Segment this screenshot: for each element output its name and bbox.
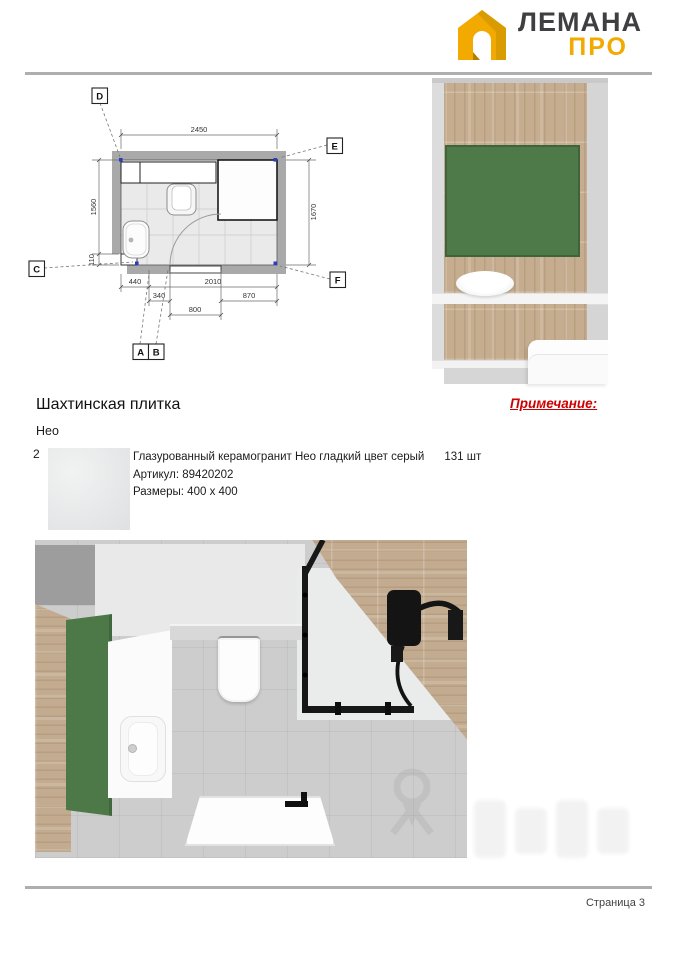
plan-bathtub <box>123 221 149 258</box>
item-size: Размеры: 400 x 400 <box>133 486 238 498</box>
dim-left-small: 110 <box>87 254 96 266</box>
label-c: C <box>33 264 41 276</box>
watermark-shape <box>597 808 629 854</box>
plan-shower <box>218 160 277 220</box>
plan-door-threshold <box>170 266 221 273</box>
shower-head-unit <box>387 590 463 706</box>
item-details <box>133 449 481 502</box>
dim-right: 1670 <box>309 203 318 221</box>
watermark-shape <box>515 808 547 854</box>
logo-line1: ЛЕМАНА <box>518 7 642 38</box>
tray-faucet <box>285 792 308 807</box>
frame-diagonal <box>305 540 323 574</box>
render1-toilet <box>528 340 608 384</box>
note-label: Примечание: <box>510 396 598 411</box>
label-a: A <box>137 347 145 359</box>
item-index: 2 <box>33 447 40 461</box>
render1-left-wall <box>432 83 444 362</box>
label-b: B <box>152 347 160 359</box>
footer-divider <box>25 886 652 889</box>
dim-left: 1560 <box>89 198 98 216</box>
watermark-shape <box>474 800 506 858</box>
house-icon <box>456 8 508 62</box>
watermark-pin-icon <box>393 772 431 833</box>
watermark-shape <box>556 800 588 858</box>
section-title: Шахтинская плитка <box>36 396 181 413</box>
dim-top: 2450 <box>190 125 208 134</box>
collection-name: Нео <box>36 424 59 438</box>
dim-800: 800 <box>188 305 202 314</box>
item-quantity: 131 шт <box>444 451 482 463</box>
dim-340: 340 <box>152 291 166 300</box>
render1-sink <box>456 271 514 296</box>
tile-swatch <box>48 448 130 530</box>
watermark-artifact <box>474 800 629 858</box>
floor-plan-drawing <box>28 84 358 374</box>
render1-green-panel <box>445 145 580 257</box>
dim-2010: 2010 <box>204 277 222 286</box>
label-e: E <box>331 141 338 153</box>
render1-right-wall <box>587 83 608 362</box>
render2-black-fittings <box>35 540 467 858</box>
dim-870: 870 <box>242 291 256 300</box>
dim-440: 440 <box>128 277 142 286</box>
label-f: F <box>334 275 341 287</box>
label-d: D <box>96 91 104 103</box>
logo-line2: ПРО <box>568 32 628 61</box>
header-divider <box>25 72 652 75</box>
item-article: Артикул: 89420202 <box>133 468 234 481</box>
lemana-pro-logo <box>456 8 642 62</box>
logo-text <box>518 7 642 61</box>
page-number: Страница 3 <box>585 897 645 909</box>
bathroom-top-render <box>35 540 467 858</box>
bathroom-front-render <box>432 78 608 384</box>
item-name: Глазурованный керамогранит Нео гладкий цвет серый <box>133 451 425 463</box>
